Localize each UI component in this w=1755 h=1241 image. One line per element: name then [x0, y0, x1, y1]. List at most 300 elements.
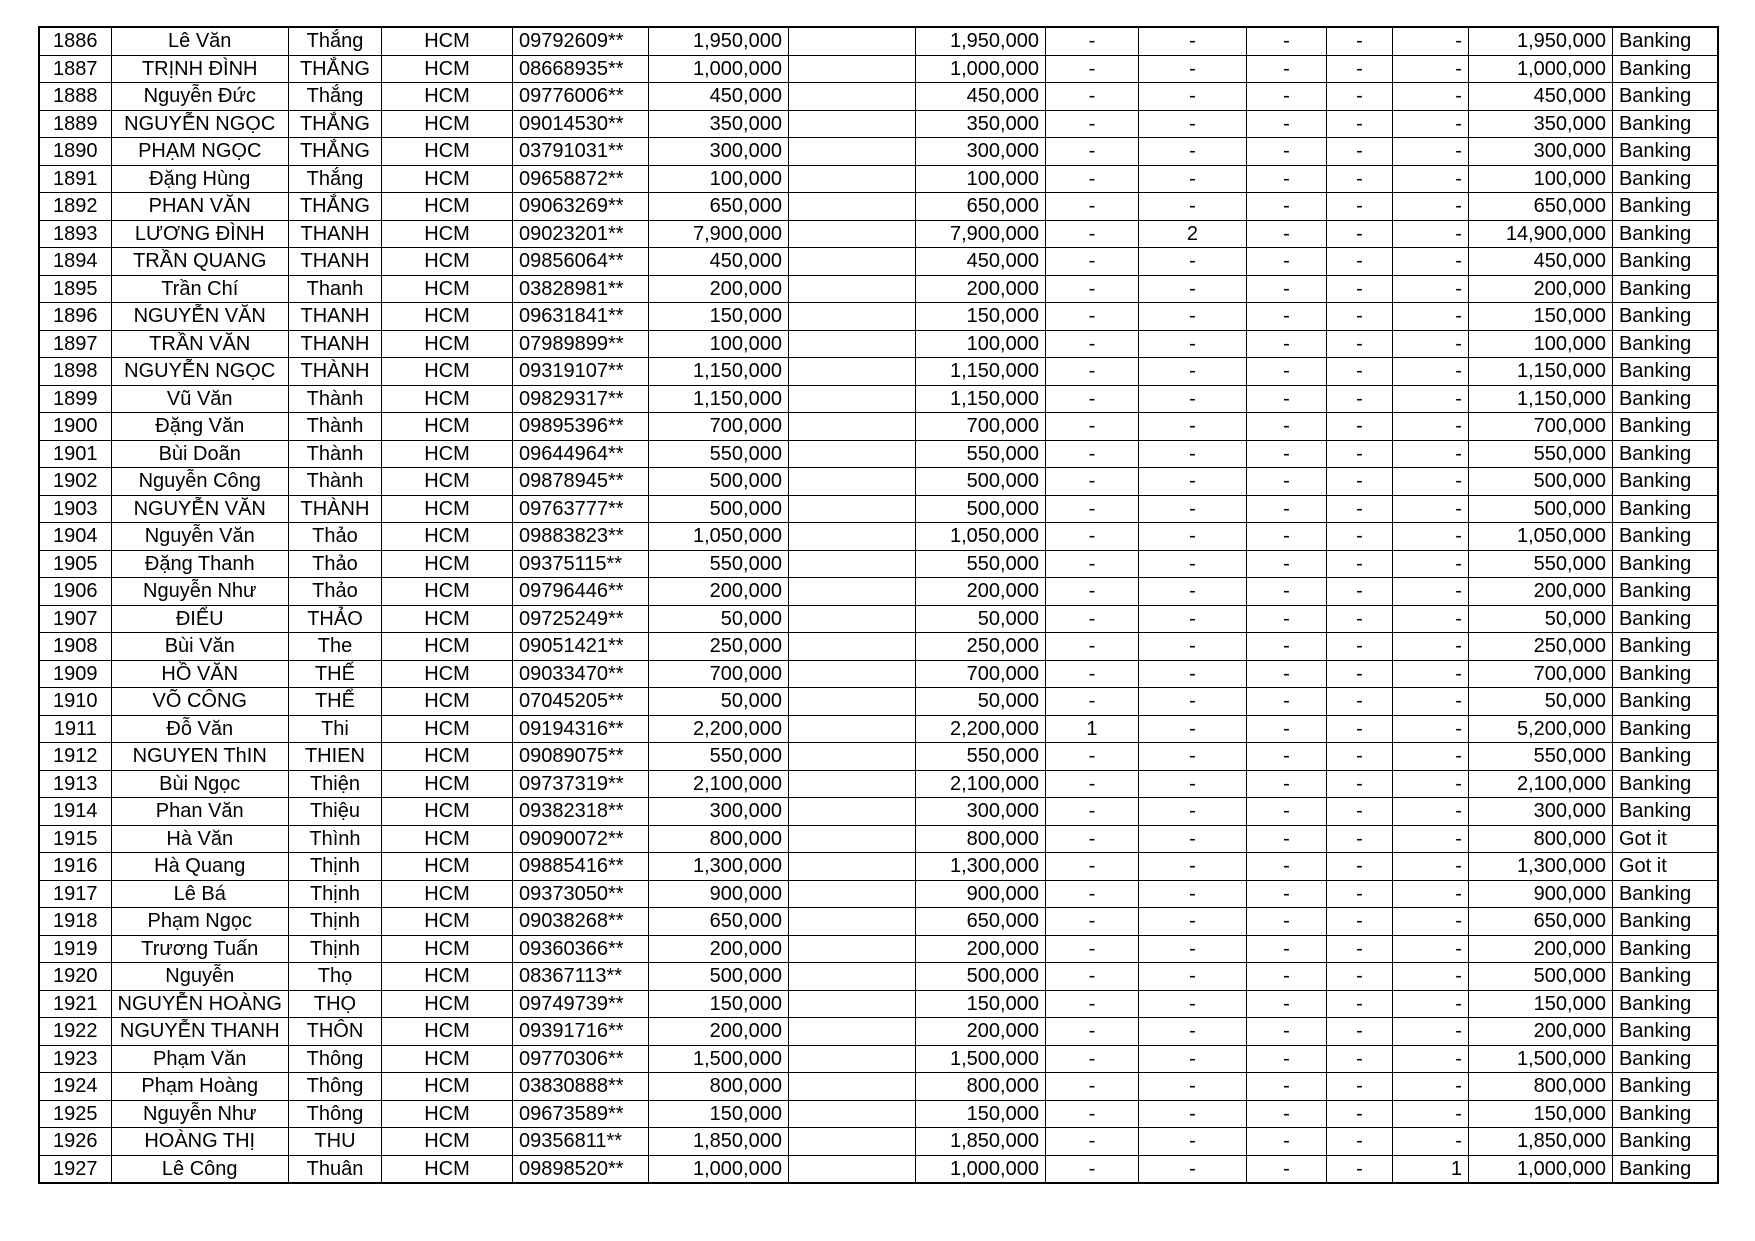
stt-cell: 1900: [39, 413, 111, 441]
count-e-cell: -: [1392, 440, 1468, 468]
count-b-cell: -: [1138, 275, 1246, 303]
surname-cell: Đặng Thanh: [111, 550, 288, 578]
count-a-cell: -: [1045, 1018, 1138, 1046]
given-name-cell: THANH: [288, 220, 381, 248]
surname-cell: Vũ Văn: [111, 385, 288, 413]
surname-cell: Nguyễn Như: [111, 1100, 288, 1128]
count-a-cell: -: [1045, 248, 1138, 276]
table-body: [39, 27, 1718, 1183]
method-cell: Banking: [1612, 358, 1718, 386]
count-a-cell: -: [1045, 605, 1138, 633]
given-name-cell: Thình: [288, 825, 381, 853]
given-name-cell: Thảo: [288, 578, 381, 606]
count-d-cell: -: [1326, 715, 1392, 743]
city-cell: HCM: [381, 1018, 512, 1046]
count-c-cell: -: [1246, 1155, 1326, 1183]
surname-cell: Lê Văn: [111, 27, 288, 55]
stt-cell: 1887: [39, 55, 111, 83]
surname-cell: NGUYỄN NGỌC: [111, 358, 288, 386]
phone-cell: 03791031**: [512, 138, 648, 166]
subtotal-cell: 300,000: [915, 798, 1045, 826]
count-e-cell: 1: [1392, 1155, 1468, 1183]
method-cell: Banking: [1612, 138, 1718, 166]
phone-cell: 09796446**: [512, 578, 648, 606]
count-e-cell: -: [1392, 743, 1468, 771]
amount-cell: 650,000: [648, 193, 788, 221]
city-cell: HCM: [381, 1128, 512, 1156]
city-cell: HCM: [381, 853, 512, 881]
subtotal-cell: 1,500,000: [915, 1045, 1045, 1073]
surname-cell: Đỗ Văn: [111, 715, 288, 743]
count-e-cell: -: [1392, 825, 1468, 853]
count-a-cell: -: [1045, 138, 1138, 166]
surname-cell: VÕ CÔNG: [111, 688, 288, 716]
count-c-cell: -: [1246, 303, 1326, 331]
phone-cell: 07989899**: [512, 330, 648, 358]
table-row: [39, 743, 1718, 771]
surname-cell: Lê Bá: [111, 880, 288, 908]
count-d-cell: -: [1326, 495, 1392, 523]
count-a-cell: -: [1045, 220, 1138, 248]
count-e-cell: -: [1392, 495, 1468, 523]
total-cell: 1,150,000: [1468, 385, 1612, 413]
table-row: [39, 825, 1718, 853]
count-d-cell: -: [1326, 963, 1392, 991]
amount-cell: 900,000: [648, 880, 788, 908]
stt-cell: 1910: [39, 688, 111, 716]
amount-cell: 7,900,000: [648, 220, 788, 248]
blank-cell: [788, 1128, 915, 1156]
given-name-cell: Thắng: [288, 27, 381, 55]
subtotal-cell: 200,000: [915, 275, 1045, 303]
stt-cell: 1911: [39, 715, 111, 743]
stt-cell: 1889: [39, 110, 111, 138]
surname-cell: Phạm Hoàng: [111, 1073, 288, 1101]
table-row: [39, 468, 1718, 496]
count-b-cell: -: [1138, 248, 1246, 276]
surname-cell: TRẦN VĂN: [111, 330, 288, 358]
total-cell: 650,000: [1468, 908, 1612, 936]
given-name-cell: Thọ: [288, 963, 381, 991]
count-b-cell: -: [1138, 523, 1246, 551]
count-a-cell: -: [1045, 550, 1138, 578]
count-e-cell: -: [1392, 880, 1468, 908]
surname-cell: Nguyễn Như: [111, 578, 288, 606]
count-e-cell: -: [1392, 523, 1468, 551]
blank-cell: [788, 165, 915, 193]
given-name-cell: Thịnh: [288, 853, 381, 881]
stt-cell: 1915: [39, 825, 111, 853]
count-e-cell: -: [1392, 83, 1468, 111]
count-c-cell: -: [1246, 1073, 1326, 1101]
city-cell: HCM: [381, 578, 512, 606]
table-row: [39, 605, 1718, 633]
count-d-cell: -: [1326, 358, 1392, 386]
method-cell: Banking: [1612, 523, 1718, 551]
subtotal-cell: 650,000: [915, 193, 1045, 221]
count-c-cell: -: [1246, 633, 1326, 661]
amount-cell: 100,000: [648, 330, 788, 358]
count-a-cell: -: [1045, 1128, 1138, 1156]
method-cell: Banking: [1612, 275, 1718, 303]
total-cell: 650,000: [1468, 193, 1612, 221]
total-cell: 1,150,000: [1468, 358, 1612, 386]
count-e-cell: -: [1392, 358, 1468, 386]
phone-cell: 09063269**: [512, 193, 648, 221]
amount-cell: 1,150,000: [648, 385, 788, 413]
blank-cell: [788, 523, 915, 551]
count-b-cell: -: [1138, 83, 1246, 111]
count-c-cell: -: [1246, 908, 1326, 936]
count-d-cell: -: [1326, 688, 1392, 716]
subtotal-cell: 200,000: [915, 1018, 1045, 1046]
blank-cell: [788, 853, 915, 881]
method-cell: Banking: [1612, 248, 1718, 276]
method-cell: Banking: [1612, 413, 1718, 441]
count-c-cell: -: [1246, 193, 1326, 221]
stt-cell: 1902: [39, 468, 111, 496]
table-row: [39, 660, 1718, 688]
subtotal-cell: 700,000: [915, 413, 1045, 441]
count-c-cell: -: [1246, 935, 1326, 963]
phone-cell: 09763777**: [512, 495, 648, 523]
phone-cell: 09749739**: [512, 990, 648, 1018]
count-a-cell: -: [1045, 578, 1138, 606]
given-name-cell: Thắng: [288, 83, 381, 111]
total-cell: 300,000: [1468, 798, 1612, 826]
stt-cell: 1904: [39, 523, 111, 551]
blank-cell: [788, 688, 915, 716]
count-d-cell: -: [1326, 1045, 1392, 1073]
count-c-cell: -: [1246, 27, 1326, 55]
count-b-cell: -: [1138, 1018, 1246, 1046]
stt-cell: 1923: [39, 1045, 111, 1073]
subtotal-cell: 2,100,000: [915, 770, 1045, 798]
count-c-cell: -: [1246, 1045, 1326, 1073]
count-d-cell: -: [1326, 1128, 1392, 1156]
stt-cell: 1913: [39, 770, 111, 798]
count-b-cell: -: [1138, 193, 1246, 221]
city-cell: HCM: [381, 1155, 512, 1183]
count-b-cell: -: [1138, 303, 1246, 331]
table-row: [39, 880, 1718, 908]
given-name-cell: Thi: [288, 715, 381, 743]
amount-cell: 300,000: [648, 138, 788, 166]
subtotal-cell: 350,000: [915, 110, 1045, 138]
count-c-cell: -: [1246, 798, 1326, 826]
count-d-cell: -: [1326, 660, 1392, 688]
phone-cell: 09770306**: [512, 1045, 648, 1073]
phone-cell: 09898520**: [512, 1155, 648, 1183]
total-cell: 450,000: [1468, 248, 1612, 276]
stt-cell: 1894: [39, 248, 111, 276]
count-b-cell: -: [1138, 908, 1246, 936]
total-cell: 500,000: [1468, 963, 1612, 991]
stt-cell: 1918: [39, 908, 111, 936]
amount-cell: 1,000,000: [648, 1155, 788, 1183]
subtotal-cell: 550,000: [915, 440, 1045, 468]
phone-cell: 09360366**: [512, 935, 648, 963]
method-cell: Banking: [1612, 165, 1718, 193]
count-a-cell: -: [1045, 743, 1138, 771]
count-e-cell: -: [1392, 715, 1468, 743]
subtotal-cell: 450,000: [915, 83, 1045, 111]
table-row: [39, 1100, 1718, 1128]
count-b-cell: -: [1138, 110, 1246, 138]
city-cell: HCM: [381, 550, 512, 578]
table-row: [39, 495, 1718, 523]
count-e-cell: -: [1392, 633, 1468, 661]
count-a-cell: -: [1045, 303, 1138, 331]
amount-cell: 1,300,000: [648, 853, 788, 881]
count-a-cell: -: [1045, 908, 1138, 936]
amount-cell: 800,000: [648, 825, 788, 853]
stt-cell: 1897: [39, 330, 111, 358]
city-cell: HCM: [381, 83, 512, 111]
table-row: [39, 935, 1718, 963]
city-cell: HCM: [381, 1045, 512, 1073]
total-cell: 150,000: [1468, 1100, 1612, 1128]
table-row: [39, 990, 1718, 1018]
count-e-cell: -: [1392, 605, 1468, 633]
table-row: [39, 523, 1718, 551]
count-a-cell: -: [1045, 1100, 1138, 1128]
amount-cell: 200,000: [648, 935, 788, 963]
blank-cell: [788, 413, 915, 441]
method-cell: Banking: [1612, 963, 1718, 991]
city-cell: HCM: [381, 55, 512, 83]
city-cell: HCM: [381, 138, 512, 166]
count-e-cell: -: [1392, 578, 1468, 606]
total-cell: 550,000: [1468, 550, 1612, 578]
phone-cell: 09051421**: [512, 633, 648, 661]
count-c-cell: -: [1246, 248, 1326, 276]
count-c-cell: -: [1246, 990, 1326, 1018]
amount-cell: 2,200,000: [648, 715, 788, 743]
subtotal-cell: 1,950,000: [915, 27, 1045, 55]
count-c-cell: -: [1246, 413, 1326, 441]
table-row: [39, 385, 1718, 413]
total-cell: 150,000: [1468, 990, 1612, 1018]
method-cell: Banking: [1612, 1155, 1718, 1183]
count-e-cell: -: [1392, 1018, 1468, 1046]
total-cell: 250,000: [1468, 633, 1612, 661]
amount-cell: 200,000: [648, 275, 788, 303]
given-name-cell: THANH: [288, 248, 381, 276]
method-cell: Banking: [1612, 1045, 1718, 1073]
surname-cell: Phạm Ngọc: [111, 908, 288, 936]
subtotal-cell: 900,000: [915, 880, 1045, 908]
blank-cell: [788, 468, 915, 496]
count-e-cell: -: [1392, 660, 1468, 688]
table-row: [39, 275, 1718, 303]
surname-cell: ĐIỂU: [111, 605, 288, 633]
total-cell: 2,100,000: [1468, 770, 1612, 798]
phone-cell: 09895396**: [512, 413, 648, 441]
method-cell: Banking: [1612, 1073, 1718, 1101]
method-cell: Banking: [1612, 633, 1718, 661]
phone-cell: 07045205**: [512, 688, 648, 716]
method-cell: Banking: [1612, 385, 1718, 413]
count-e-cell: -: [1392, 303, 1468, 331]
method-cell: Banking: [1612, 688, 1718, 716]
count-d-cell: -: [1326, 165, 1392, 193]
method-cell: Banking: [1612, 715, 1718, 743]
count-e-cell: -: [1392, 468, 1468, 496]
subtotal-cell: 150,000: [915, 1100, 1045, 1128]
stt-cell: 1925: [39, 1100, 111, 1128]
phone-cell: 09673589**: [512, 1100, 648, 1128]
total-cell: 1,000,000: [1468, 1155, 1612, 1183]
blank-cell: [788, 908, 915, 936]
table-row: [39, 578, 1718, 606]
city-cell: HCM: [381, 660, 512, 688]
count-a-cell: -: [1045, 440, 1138, 468]
blank-cell: [788, 248, 915, 276]
amount-cell: 1,000,000: [648, 55, 788, 83]
table-row: [39, 330, 1718, 358]
method-cell: Banking: [1612, 468, 1718, 496]
city-cell: HCM: [381, 413, 512, 441]
count-d-cell: -: [1326, 330, 1392, 358]
amount-cell: 250,000: [648, 633, 788, 661]
subtotal-cell: 1,050,000: [915, 523, 1045, 551]
given-name-cell: Thảo: [288, 550, 381, 578]
count-e-cell: -: [1392, 138, 1468, 166]
total-cell: 100,000: [1468, 165, 1612, 193]
count-a-cell: -: [1045, 110, 1138, 138]
count-b-cell: -: [1138, 853, 1246, 881]
given-name-cell: THẾ: [288, 660, 381, 688]
count-e-cell: -: [1392, 1128, 1468, 1156]
total-cell: 150,000: [1468, 303, 1612, 331]
subtotal-cell: 50,000: [915, 688, 1045, 716]
method-cell: Got it: [1612, 825, 1718, 853]
phone-cell: 09829317**: [512, 385, 648, 413]
count-c-cell: -: [1246, 770, 1326, 798]
count-b-cell: 2: [1138, 220, 1246, 248]
city-cell: HCM: [381, 110, 512, 138]
total-cell: 450,000: [1468, 83, 1612, 111]
count-b-cell: -: [1138, 770, 1246, 798]
subtotal-cell: 250,000: [915, 633, 1045, 661]
count-d-cell: -: [1326, 633, 1392, 661]
count-e-cell: -: [1392, 27, 1468, 55]
count-a-cell: -: [1045, 990, 1138, 1018]
count-a-cell: -: [1045, 330, 1138, 358]
phone-cell: 09194316**: [512, 715, 648, 743]
given-name-cell: THẮNG: [288, 138, 381, 166]
count-c-cell: -: [1246, 83, 1326, 111]
city-cell: HCM: [381, 963, 512, 991]
subtotal-cell: 200,000: [915, 578, 1045, 606]
surname-cell: Hà Quang: [111, 853, 288, 881]
count-b-cell: -: [1138, 330, 1246, 358]
amount-cell: 550,000: [648, 743, 788, 771]
count-d-cell: -: [1326, 798, 1392, 826]
count-c-cell: -: [1246, 330, 1326, 358]
city-cell: HCM: [381, 523, 512, 551]
total-cell: 200,000: [1468, 935, 1612, 963]
phone-cell: 09023201**: [512, 220, 648, 248]
stt-cell: 1920: [39, 963, 111, 991]
method-cell: Banking: [1612, 27, 1718, 55]
count-b-cell: -: [1138, 385, 1246, 413]
subtotal-cell: 500,000: [915, 468, 1045, 496]
amount-cell: 550,000: [648, 440, 788, 468]
city-cell: HCM: [381, 825, 512, 853]
blank-cell: [788, 440, 915, 468]
method-cell: Banking: [1612, 330, 1718, 358]
blank-cell: [788, 1155, 915, 1183]
count-a-cell: -: [1045, 193, 1138, 221]
count-c-cell: -: [1246, 660, 1326, 688]
count-d-cell: -: [1326, 440, 1392, 468]
surname-cell: NGUYỄN THANH: [111, 1018, 288, 1046]
blank-cell: [788, 770, 915, 798]
count-c-cell: -: [1246, 1100, 1326, 1128]
city-cell: HCM: [381, 385, 512, 413]
subtotal-cell: 700,000: [915, 660, 1045, 688]
total-cell: 350,000: [1468, 110, 1612, 138]
count-a-cell: -: [1045, 27, 1138, 55]
given-name-cell: THÀNH: [288, 358, 381, 386]
table-row: [39, 1073, 1718, 1101]
count-c-cell: -: [1246, 550, 1326, 578]
stt-cell: 1888: [39, 83, 111, 111]
method-cell: Banking: [1612, 605, 1718, 633]
total-cell: 200,000: [1468, 578, 1612, 606]
count-c-cell: -: [1246, 1128, 1326, 1156]
city-cell: HCM: [381, 1100, 512, 1128]
method-cell: Banking: [1612, 55, 1718, 83]
count-b-cell: -: [1138, 1073, 1246, 1101]
count-a-cell: -: [1045, 55, 1138, 83]
surname-cell: Nguyễn Đức: [111, 83, 288, 111]
subtotal-cell: 800,000: [915, 825, 1045, 853]
count-c-cell: -: [1246, 220, 1326, 248]
count-e-cell: -: [1392, 165, 1468, 193]
stt-cell: 1908: [39, 633, 111, 661]
city-cell: HCM: [381, 330, 512, 358]
subtotal-cell: 1,000,000: [915, 55, 1045, 83]
blank-cell: [788, 330, 915, 358]
blank-cell: [788, 550, 915, 578]
table-row: [39, 550, 1718, 578]
total-cell: 700,000: [1468, 413, 1612, 441]
phone-cell: 09089075**: [512, 743, 648, 771]
count-d-cell: -: [1326, 138, 1392, 166]
surname-cell: NGUYỄN NGỌC: [111, 110, 288, 138]
surname-cell: Lê Công: [111, 1155, 288, 1183]
count-c-cell: -: [1246, 715, 1326, 743]
stt-cell: 1903: [39, 495, 111, 523]
amount-cell: 50,000: [648, 605, 788, 633]
count-d-cell: -: [1326, 578, 1392, 606]
phone-cell: 09033470**: [512, 660, 648, 688]
amount-cell: 700,000: [648, 413, 788, 441]
subtotal-cell: 2,200,000: [915, 715, 1045, 743]
phone-cell: 09725249**: [512, 605, 648, 633]
given-name-cell: Thịnh: [288, 880, 381, 908]
subtotal-cell: 1,850,000: [915, 1128, 1045, 1156]
count-d-cell: -: [1326, 248, 1392, 276]
stt-cell: 1892: [39, 193, 111, 221]
given-name-cell: Thảo: [288, 523, 381, 551]
subtotal-cell: 550,000: [915, 550, 1045, 578]
stt-cell: 1921: [39, 990, 111, 1018]
count-a-cell: -: [1045, 385, 1138, 413]
